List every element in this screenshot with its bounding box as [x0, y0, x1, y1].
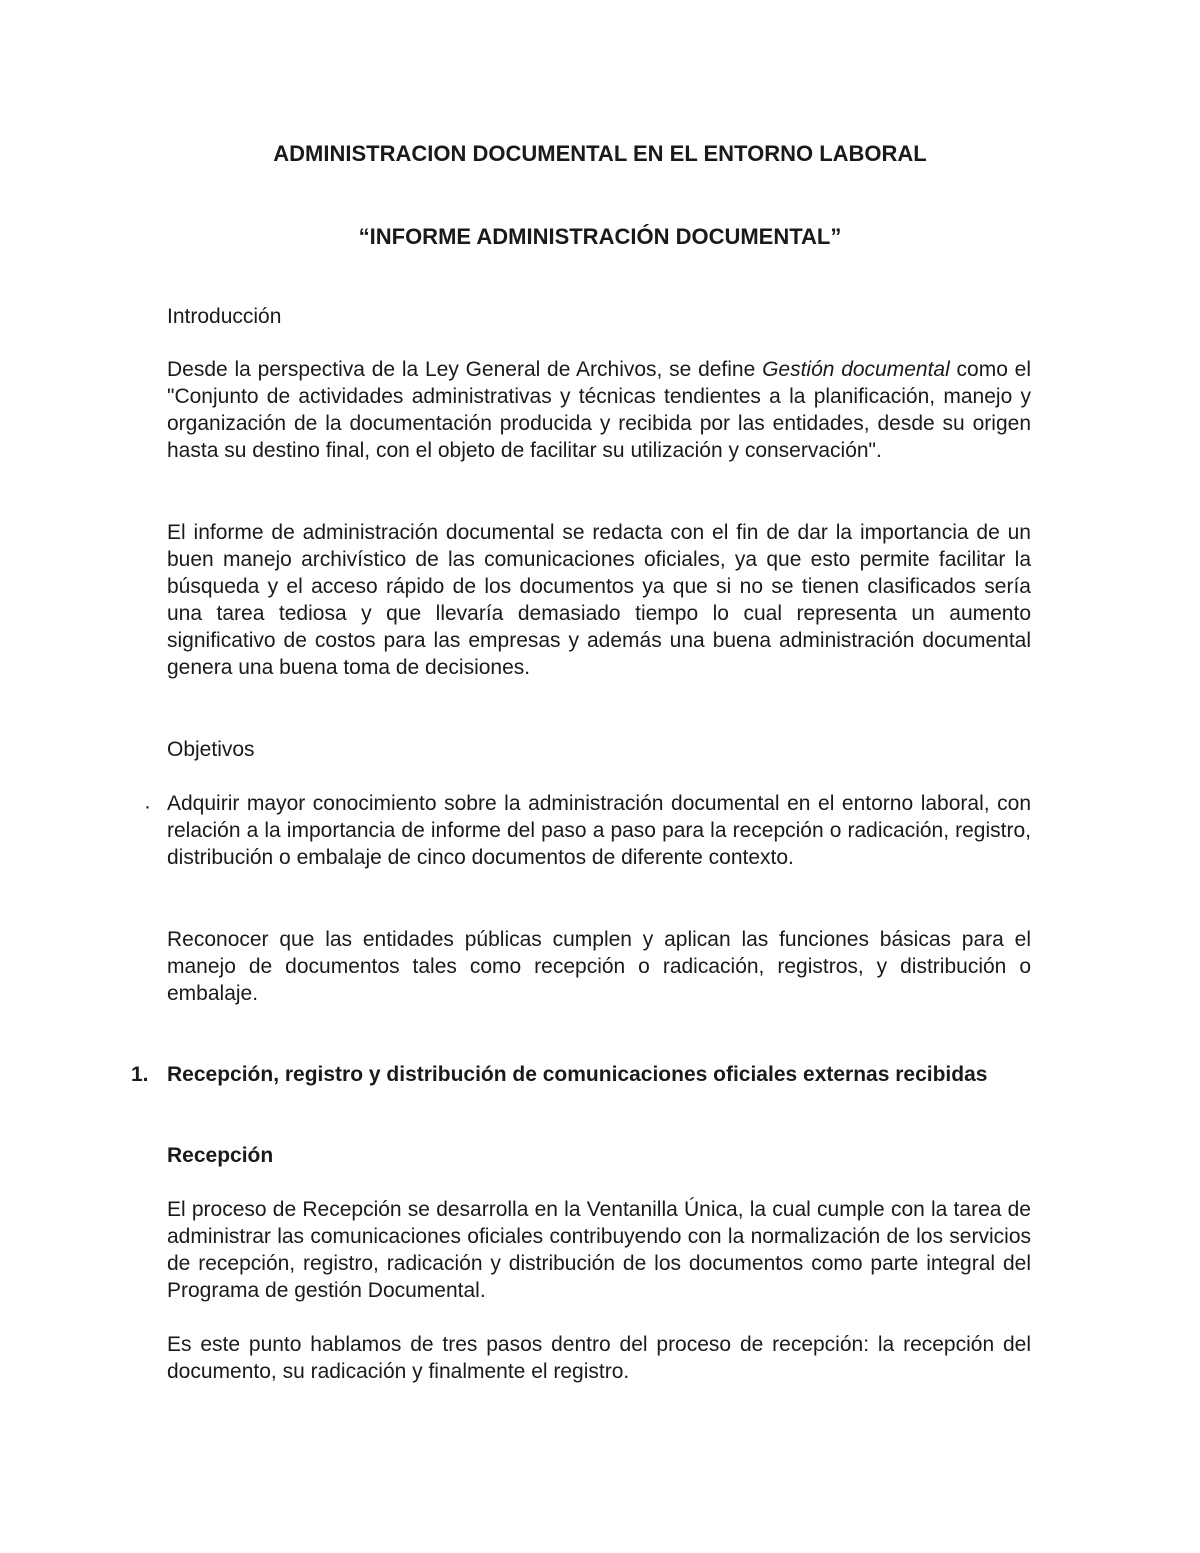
intro-p1-text-a: Desde la perspectiva de la Ley General de Archivos, se define — [167, 358, 763, 381]
document-title: ADMINISTRACION DOCUMENTAL EN EL ENTORNO LABORAL — [273, 141, 927, 166]
intro-paragraph-1 — [167, 356, 1031, 464]
intro-p1-italic-term: Gestión documental — [762, 358, 950, 381]
section-1-paragraph-1: El proceso de Recepción se desarrolla en la Ventanilla Única, la cual cumple con la tarea de administrar las comunicaciones oficiales contribuyendo con la normalización de los servicios de recepción, registro, radicación y distribución de los documentos como parte integral del Programa de gestión Documental. — [167, 1198, 1031, 1302]
subsection-heading-recepcion: Recepción — [167, 1144, 274, 1167]
objectives-heading: Objetivos — [167, 738, 255, 761]
intro-heading: Introducción — [167, 305, 282, 328]
objective-1: Adquirir mayor conocimiento sobre la administración documental en el entorno laboral, con relación a la importancia de informe del paso a paso para la recepción o radicación, registro, distribución o embalaje de cinco documentos de diferente contexto. — [167, 792, 1031, 869]
section-1-title: Recepción, registro y distribución de comunicaciones oficiales externas recibidas — [167, 1063, 988, 1086]
bullet-dot: · — [144, 795, 151, 818]
section-1-paragraph-2: Es este punto hablamos de tres pasos dentro del proceso de recepción: la recepción del documento, su radicación y finalmente el registro. — [167, 1333, 1031, 1383]
intro-paragraph-2: El informe de administración documental se redacta con el fin de dar la importancia de un buen manejo archivístico de las comunicaciones oficiales, ya que esto permite facilitar la búsqueda y el acceso rápido de los documentos ya que si no se tienen clasificados sería una tarea tediosa y que llevaría demasiado tiempo lo cual representa un aumento significativo de costos para las empresas y además una buena administración documental genera una buena toma de decisiones. — [167, 521, 1031, 679]
objective-2: Reconocer que las entidades públicas cumplen y aplican las funciones básicas para el manejo de documentos tales como recepción o radicación, registros, y distribución o embalaje. — [167, 928, 1031, 1005]
document-subtitle: “INFORME ADMINISTRACIÓN DOCUMENTAL” — [358, 224, 842, 249]
section-1-number: 1. — [131, 1063, 149, 1086]
intro-p1-text-b: como el "Conjunto de actividades administrativas y técnicas tendientes a la planificación, manejo y organización de la documentación producida y recibida por las entidades, desde su origen hasta su destino final, con el objeto de facilitar su utilización y conservación". — [167, 358, 1032, 462]
